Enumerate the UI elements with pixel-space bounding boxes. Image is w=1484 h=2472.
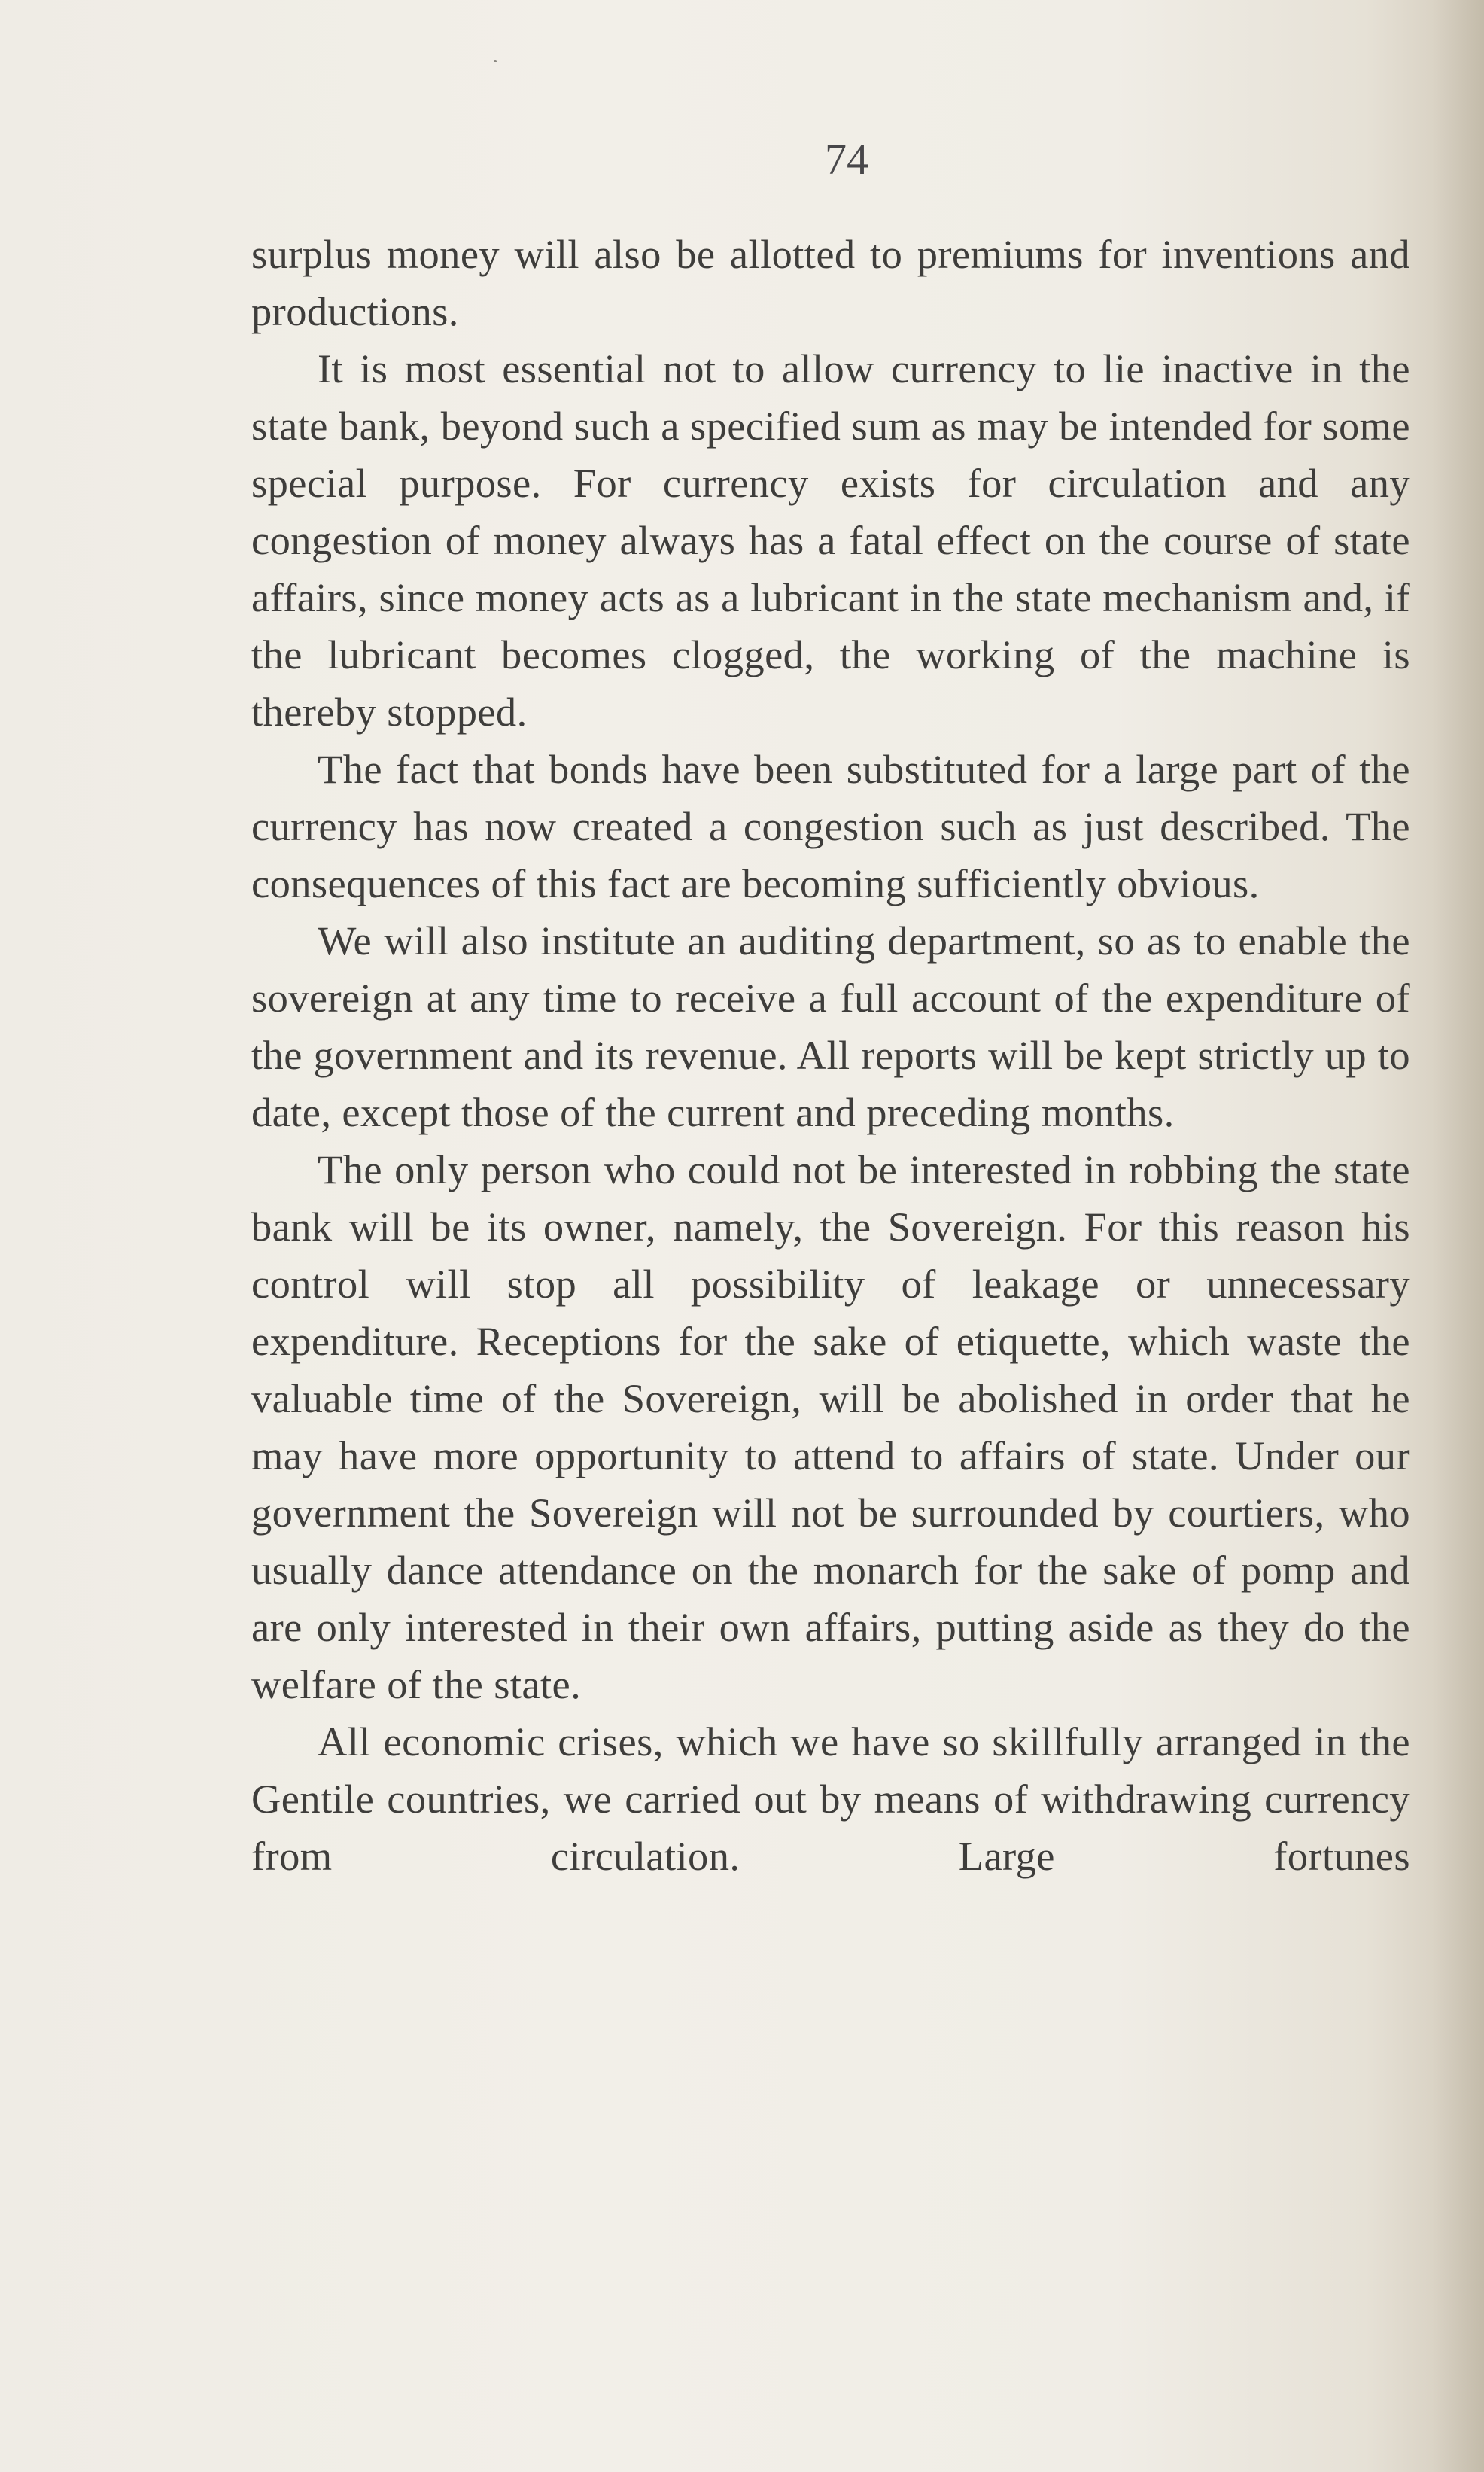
paper-speck — [494, 60, 497, 62]
paragraph-6: All economic crises, which we have so skillfully arranged in the Gentile countries, we carried out by means of withdrawing currency from circulation. Large fortunes — [251, 1719, 1410, 1879]
page-edge-shadow — [1431, 0, 1484, 2472]
paragraph-4: We will also institute an auditing department, so as to enable the sovereign at any time to receive a full account of the expenditure of the government and its revenue. All reports will be kept strictly up to date, except those of the current and preceding months. — [251, 918, 1410, 1135]
body-text — [251, 226, 1410, 1885]
paragraph-3: The fact that bonds have been substituted for a large part of the currency has now created a congestion such as just described. The consequences of this fact are becoming sufficiently obvious. — [251, 746, 1410, 906]
paragraph-2: It is most essential not to allow currency to lie inactive in the state bank, beyond such a specified sum as may be intended for some special purpose. For currency exists for circulation and any congestion of money always has a fatal effect on the course of state affairs, since money acts as a lubricant in the state mechanism and, if the lubricant becomes clogged, the working of the machine is thereby stopped. — [251, 346, 1410, 735]
paragraph-5: The only person who could not be interested in robbing the state bank will be its owner, namely, the Sovereign. For this reason his control will stop all possibility of leakage or unnecessary expenditure. Receptions for the sake of etiquette, which waste the valuable time of the Sovereign, will be abolished in order that he may have more opportunity to attend to affairs of state. Under our government the Sovereign will not be surrounded by courtiers, who usually dance attendance on the monarch for the sake of pomp and are only interested in their own affairs, putting aside as they do the welfare of the state. — [251, 1146, 1410, 1707]
paragraph-1: surplus money will also be allotted to premiums for inventions and productions. — [251, 231, 1410, 334]
page-number: 74 — [825, 135, 868, 184]
